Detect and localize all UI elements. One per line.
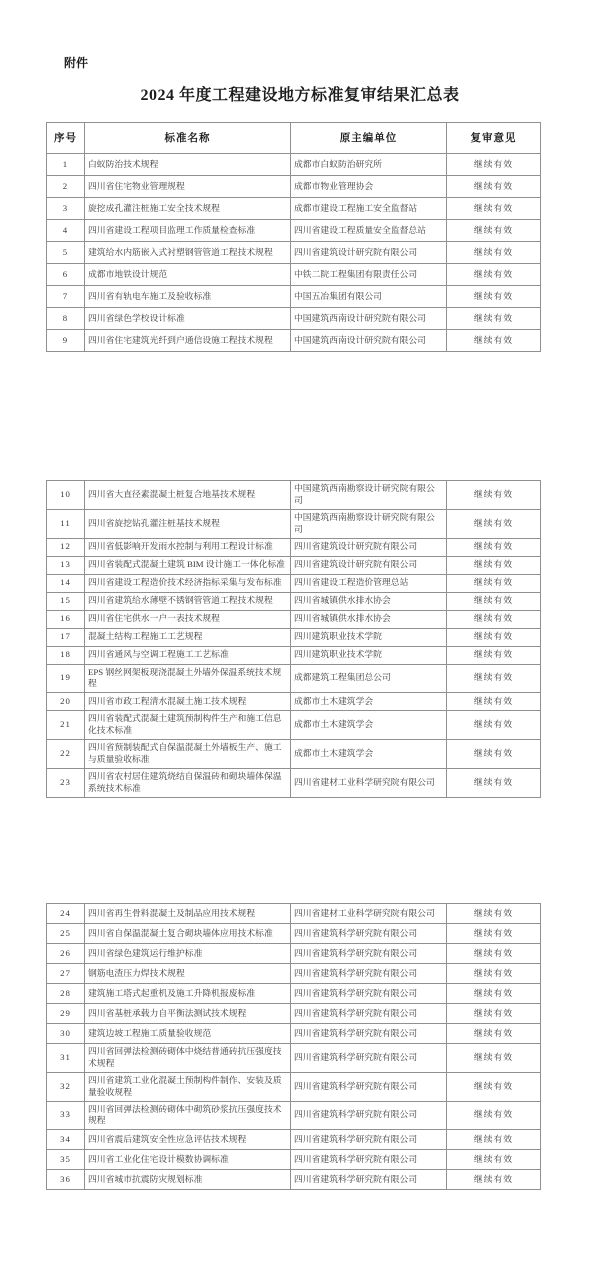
cell-standard-name: 混凝土结构工程施工工艺规程 (85, 628, 291, 646)
cell-opinion: 继续有效 (447, 286, 541, 308)
cell-standard-name: 四川省建设工程造价技术经济指标采集与发布标准 (85, 574, 291, 592)
cell-standard-name: 四川省预制装配式自保温混凝土外墙板生产、施工与质量验收标准 (85, 740, 291, 769)
cell-standard-name: 四川省大直径素混凝土桩复合地基技术规程 (85, 481, 291, 510)
cell-org: 四川省建筑科学研究院有限公司 (291, 1101, 447, 1130)
cell-opinion: 继续有效 (447, 264, 541, 286)
cell-standard-name: 四川省震后建筑安全性应急评估技术规程 (85, 1130, 291, 1150)
table-row (47, 481, 541, 510)
table-row (47, 574, 541, 592)
table-row (47, 964, 541, 984)
table-row (47, 509, 541, 538)
table-row (47, 176, 541, 198)
cell-opinion: 继续有效 (447, 592, 541, 610)
cell-standard-name: 四川省农村居住建筑烧结自保温砖和砌块墙体保温系统技术标准 (85, 768, 291, 797)
table-row (47, 592, 541, 610)
cell-org: 四川省建筑科学研究院有限公司 (291, 1130, 447, 1150)
cell-standard-name: 四川省再生骨料混凝土及制品应用技术规程 (85, 904, 291, 924)
cell-org: 四川省建筑设计研究院有限公司 (291, 242, 447, 264)
cell-org: 四川省建筑科学研究院有限公司 (291, 1024, 447, 1044)
table-row (47, 1130, 541, 1150)
table-row (47, 1170, 541, 1190)
cell-no: 10 (47, 481, 85, 510)
cell-standard-name: 成都市地铁设计规范 (85, 264, 291, 286)
cell-opinion: 继续有效 (447, 904, 541, 924)
cell-org: 成都市土木建筑学会 (291, 740, 447, 769)
cell-opinion: 继续有效 (447, 1004, 541, 1024)
cell-no: 9 (47, 330, 85, 352)
cell-no: 29 (47, 1004, 85, 1024)
cell-no: 5 (47, 242, 85, 264)
table-row (47, 904, 541, 924)
cell-no: 26 (47, 944, 85, 964)
column-header: 序号 (47, 123, 85, 154)
cell-opinion: 继续有效 (447, 220, 541, 242)
table-row (47, 264, 541, 286)
cell-opinion: 继续有效 (447, 242, 541, 264)
table-row (47, 646, 541, 664)
cell-opinion: 继续有效 (447, 538, 541, 556)
column-header: 复审意见 (447, 123, 541, 154)
table-row (47, 220, 541, 242)
cell-org: 中国建筑西南勘察设计研究院有限公司 (291, 509, 447, 538)
cell-standard-name: 四川省住宅供水一户一表技术规程 (85, 610, 291, 628)
cell-opinion: 继续有效 (447, 964, 541, 984)
cell-org: 四川省建筑设计研究院有限公司 (291, 538, 447, 556)
cell-standard-name: 四川省建筑工业化混凝土预制构件制作、安装及质量验收规程 (85, 1072, 291, 1101)
table-row (47, 610, 541, 628)
table-row (47, 330, 541, 352)
cell-opinion: 继续有效 (447, 1044, 541, 1073)
cell-standard-name: 旋挖成孔灌注桩施工安全技术规程 (85, 198, 291, 220)
column-header: 原主编单位 (291, 123, 447, 154)
cell-opinion: 继续有效 (447, 1130, 541, 1150)
table-row (47, 1150, 541, 1170)
cell-standard-name: EPS 钢丝网架板现浇混凝土外墙外保温系统技术规程 (85, 664, 291, 693)
cell-no: 35 (47, 1150, 85, 1170)
table-row (47, 1101, 541, 1130)
cell-no: 21 (47, 711, 85, 740)
table-row (47, 1072, 541, 1101)
cell-org: 四川省建筑科学研究院有限公司 (291, 1072, 447, 1101)
cell-no: 13 (47, 556, 85, 574)
table-row (47, 664, 541, 693)
standards-table-part-3 (46, 903, 541, 1190)
table-row (47, 1004, 541, 1024)
cell-opinion: 继续有效 (447, 628, 541, 646)
cell-org: 成都市物业管理协会 (291, 176, 447, 198)
cell-opinion: 继续有效 (447, 646, 541, 664)
cell-opinion: 继续有效 (447, 664, 541, 693)
cell-standard-name: 建筑给水内筋嵌入式衬塑钢管管道工程技术规程 (85, 242, 291, 264)
cell-opinion: 继续有效 (447, 1170, 541, 1190)
cell-org: 中国五冶集团有限公司 (291, 286, 447, 308)
cell-standard-name: 四川省有轨电车施工及验收标准 (85, 286, 291, 308)
cell-org: 四川省建筑科学研究院有限公司 (291, 1170, 447, 1190)
cell-opinion: 继续有效 (447, 1150, 541, 1170)
cell-no: 3 (47, 198, 85, 220)
table-row (47, 944, 541, 964)
cell-no: 7 (47, 286, 85, 308)
cell-opinion: 继续有效 (447, 509, 541, 538)
cell-standard-name: 四川省低影响开发雨水控制与利用工程设计标准 (85, 538, 291, 556)
cell-opinion: 继续有效 (447, 556, 541, 574)
table-row (47, 154, 541, 176)
cell-standard-name: 四川省自保温混凝土复合砌块墙体应用技术标准 (85, 924, 291, 944)
cell-org: 成都市白蚁防治研究所 (291, 154, 447, 176)
table-row (47, 286, 541, 308)
cell-standard-name: 四川省回弹法检测砖砌体中砌筑砂浆抗压强度技术规程 (85, 1101, 291, 1130)
cell-standard-name: 四川省绿色学校设计标准 (85, 308, 291, 330)
cell-standard-name: 四川省市政工程清水混凝土施工技术规程 (85, 693, 291, 711)
cell-org: 四川建筑职业技术学院 (291, 628, 447, 646)
cell-org: 四川省建材工业科学研究院有限公司 (291, 768, 447, 797)
table-row (47, 538, 541, 556)
cell-no: 8 (47, 308, 85, 330)
table-row (47, 740, 541, 769)
cell-no: 30 (47, 1024, 85, 1044)
cell-org: 四川省建筑科学研究院有限公司 (291, 964, 447, 984)
cell-no: 31 (47, 1044, 85, 1073)
cell-standard-name: 四川省基桩承载力自平衡法测试技术规程 (85, 1004, 291, 1024)
cell-org: 成都市建设工程施工安全监督站 (291, 198, 447, 220)
table-row (47, 693, 541, 711)
cell-opinion: 继续有效 (447, 574, 541, 592)
cell-standard-name: 四川省旋挖钻孔灌注桩基技术规程 (85, 509, 291, 538)
table-row (47, 198, 541, 220)
cell-standard-name: 四川省通风与空调工程施工工艺标准 (85, 646, 291, 664)
cell-opinion: 继续有效 (447, 740, 541, 769)
cell-no: 18 (47, 646, 85, 664)
cell-opinion: 继续有效 (447, 330, 541, 352)
cell-no: 4 (47, 220, 85, 242)
cell-org: 成都市土木建筑学会 (291, 693, 447, 711)
cell-no: 25 (47, 924, 85, 944)
cell-org: 四川省建设工程质量安全监督总站 (291, 220, 447, 242)
cell-org: 成都建筑工程集团总公司 (291, 664, 447, 693)
cell-no: 32 (47, 1072, 85, 1101)
cell-standard-name: 四川省回弹法检测砖砌体中烧结普通砖抗压强度技术规程 (85, 1044, 291, 1073)
cell-no: 1 (47, 154, 85, 176)
cell-org: 四川省建材工业科学研究院有限公司 (291, 904, 447, 924)
cell-no: 23 (47, 768, 85, 797)
cell-opinion: 继续有效 (447, 711, 541, 740)
cell-org: 四川省建筑科学研究院有限公司 (291, 1004, 447, 1024)
page-title: 2024 年度工程建设地方标准复审结果汇总表 (140, 87, 460, 104)
cell-standard-name: 白蚁防治技术规程 (85, 154, 291, 176)
cell-opinion: 继续有效 (447, 481, 541, 510)
cell-org: 四川省建设工程造价管理总站 (291, 574, 447, 592)
cell-standard-name: 四川省装配式混凝土建筑预制构件生产和施工信息化技术标准 (85, 711, 291, 740)
cell-standard-name: 四川省绿色建筑运行维护标准 (85, 944, 291, 964)
table-row (47, 556, 541, 574)
cell-no: 15 (47, 592, 85, 610)
cell-no: 34 (47, 1130, 85, 1150)
cell-org: 四川建筑职业技术学院 (291, 646, 447, 664)
cell-opinion: 继续有效 (447, 693, 541, 711)
cell-no: 11 (47, 509, 85, 538)
table-row (47, 711, 541, 740)
cell-standard-name: 四川省装配式混凝土建筑 BIM 设计施工一体化标准 (85, 556, 291, 574)
cell-org: 四川省城镇供水排水协会 (291, 610, 447, 628)
cell-standard-name: 建筑边坡工程施工质量验收规范 (85, 1024, 291, 1044)
cell-standard-name: 四川省住宅建筑光纤到户通信设施工程技术规程 (85, 330, 291, 352)
cell-no: 19 (47, 664, 85, 693)
cell-opinion: 继续有效 (447, 1024, 541, 1044)
cell-org: 四川省建筑设计研究院有限公司 (291, 556, 447, 574)
cell-no: 12 (47, 538, 85, 556)
cell-opinion: 继续有效 (447, 1072, 541, 1101)
cell-standard-name: 四川省建设工程项目监理工作质量检查标准 (85, 220, 291, 242)
cell-opinion: 继续有效 (447, 308, 541, 330)
cell-opinion: 继续有效 (447, 176, 541, 198)
cell-no: 24 (47, 904, 85, 924)
table-row (47, 768, 541, 797)
table-row (47, 984, 541, 1004)
cell-no: 22 (47, 740, 85, 769)
cell-no: 6 (47, 264, 85, 286)
cell-org: 中国建筑西南设计研究院有限公司 (291, 308, 447, 330)
cell-org: 四川省建筑科学研究院有限公司 (291, 1150, 447, 1170)
cell-no: 17 (47, 628, 85, 646)
cell-standard-name: 四川省城市抗震防灾规划标准 (85, 1170, 291, 1190)
cell-no: 28 (47, 984, 85, 1004)
table-row (47, 242, 541, 264)
cell-org: 四川省建筑科学研究院有限公司 (291, 924, 447, 944)
table-row (47, 924, 541, 944)
table-row (47, 1024, 541, 1044)
cell-opinion: 继续有效 (447, 198, 541, 220)
cell-opinion: 继续有效 (447, 768, 541, 797)
cell-org: 中国建筑西南勘察设计研究院有限公司 (291, 481, 447, 510)
cell-opinion: 继续有效 (447, 610, 541, 628)
table-row (47, 308, 541, 330)
table-row (47, 628, 541, 646)
cell-standard-name: 建筑施工塔式起重机及施工升降机报废标准 (85, 984, 291, 1004)
cell-standard-name: 四川省工业化住宅设计模数协调标准 (85, 1150, 291, 1170)
cell-no: 20 (47, 693, 85, 711)
cell-opinion: 继续有效 (447, 924, 541, 944)
cell-no: 33 (47, 1101, 85, 1130)
standards-table-part-1 (46, 122, 541, 352)
header-row (47, 123, 541, 154)
standards-table-part-2 (46, 480, 541, 798)
cell-org: 四川省建筑科学研究院有限公司 (291, 984, 447, 1004)
cell-opinion: 继续有效 (447, 1101, 541, 1130)
cell-org: 中国建筑西南设计研究院有限公司 (291, 330, 447, 352)
cell-no: 14 (47, 574, 85, 592)
cell-no: 16 (47, 610, 85, 628)
cell-no: 2 (47, 176, 85, 198)
cell-standard-name: 四川省建筑给水薄壁不锈钢管管道工程技术规程 (85, 592, 291, 610)
cell-opinion: 继续有效 (447, 944, 541, 964)
table-row (47, 1044, 541, 1073)
cell-opinion: 继续有效 (447, 984, 541, 1004)
cell-org: 成都市土木建筑学会 (291, 711, 447, 740)
cell-org: 四川省建筑科学研究院有限公司 (291, 944, 447, 964)
cell-standard-name: 钢筋电渣压力焊技术规程 (85, 964, 291, 984)
cell-opinion: 继续有效 (447, 154, 541, 176)
cell-standard-name: 四川省住宅物业管理规程 (85, 176, 291, 198)
cell-org: 中铁二院工程集团有限责任公司 (291, 264, 447, 286)
cell-no: 27 (47, 964, 85, 984)
cell-org: 四川省城镇供水排水协会 (291, 592, 447, 610)
cell-org: 四川省建筑科学研究院有限公司 (291, 1044, 447, 1073)
attachment-label: 附件 (64, 56, 89, 70)
column-header: 标准名称 (85, 123, 291, 154)
cell-no: 36 (47, 1170, 85, 1190)
